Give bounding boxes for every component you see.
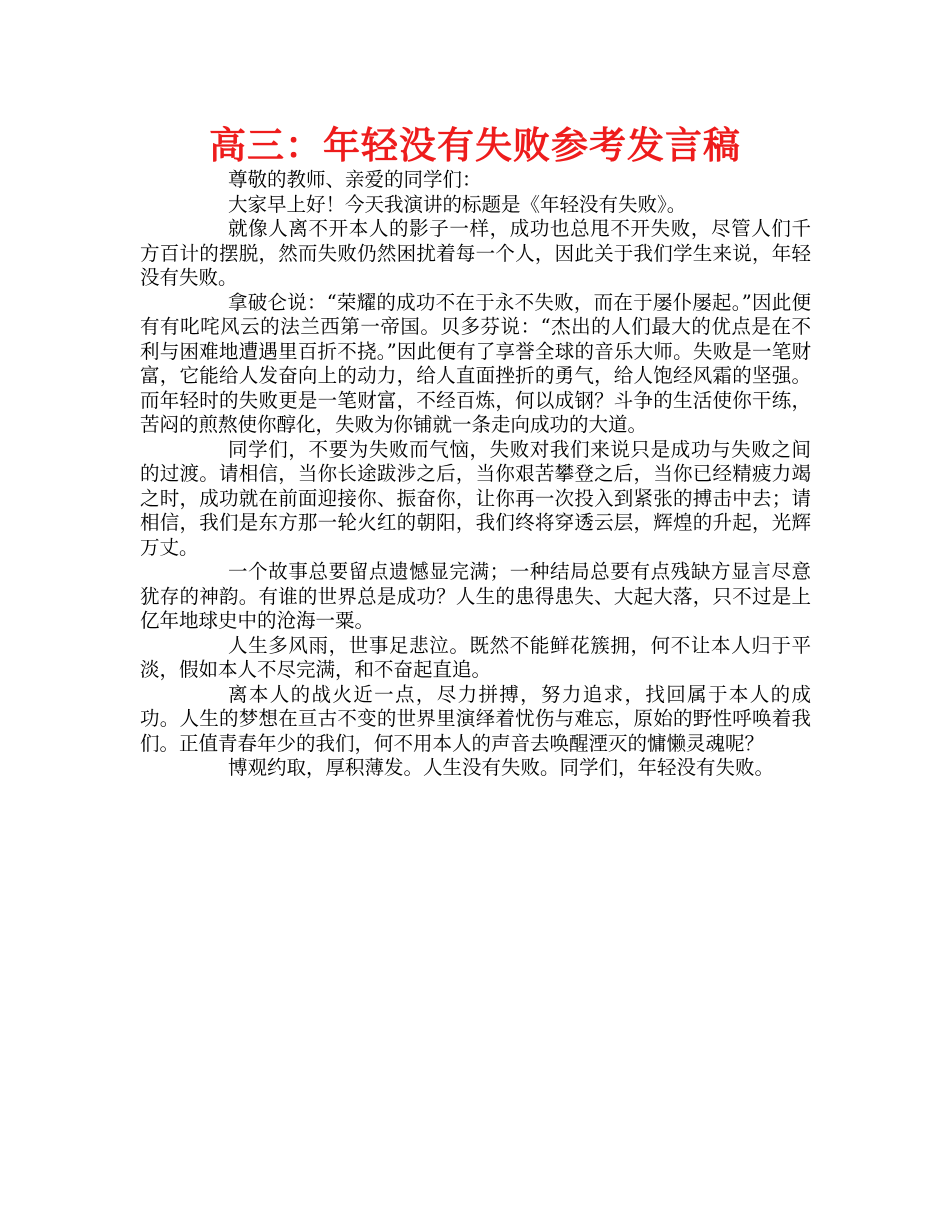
paragraph: 同学们，不要为失败而气恼，失败对我们来说只是成功与失败之间的过渡。请相信，当你长途跋涉之后，当你艰苦攀登之后，当你已经精疲力竭之时，成功就在前面迎接你、振奋你，让你再一次投入到紧张的搏击中去；请相信，我们是东方那一轮火红的朝阳，我们终将穿透云层，辉煌的升起，光辉万丈。 bbox=[140, 437, 811, 559]
paragraph: 拿破仑说：“荣耀的成功不在于永不失败，而在于屡仆屡起。”因此便有有叱咤风云的法兰西第一帝国。贝多芬说：“杰出的人们最大的优点是在不利与困难地遭遇里百折不挠。”因此便有了享誉全球的音乐大师。失败是一笔财富，它能给人发奋向上的动力，给人直面挫折的勇气，给人饱经风霜的坚强。而年轻时的失败更是一笔财富，不经百炼，何以成钢？斗争的生活使你干练，苦闷的煎熬使你醇化，失败为你铺就一条走向成功的大道。 bbox=[140, 290, 811, 436]
paragraph-closing: 博观约取，厚积薄发。人生没有失败。同学们，年轻没有失败。 bbox=[228, 756, 775, 779]
paragraph: 一个故事总要留点遗憾显完满；一种结局总要有点残缺方显言尽意犹存的神韵。有谁的世界总是成功？人生的患得患失、大起大落，只不过是上亿年地球史中的沧海一粟。 bbox=[140, 560, 811, 632]
paragraph: 人生多风雨，世事足悲泣。既然不能鲜花簇拥，何不让本人归于平淡，假如本人不尽完满，和不奋起直追。 bbox=[140, 633, 811, 681]
paragraph: 离本人的战火近一点，尽力拼搏，努力追求，找回属于本人的成功。人生的梦想在亘古不变的世界里演绎着忧伤与难忘，原始的野性呼唤着我们。正值青春年少的我们，何不用本人的声音去唤醒湮灭的慵懒灵魂呢？ bbox=[140, 682, 811, 755]
paragraph-salutation: 尊敬的教师、亲爱的同学们： bbox=[228, 168, 482, 191]
paragraph: 就像人离不开本人的影子一样，成功也总甩不开失败，尽管人们千方百计的摆脱，然而失败仍然困扰着每一个人，因此关于我们学生来说，年轻没有失败。 bbox=[140, 217, 811, 289]
document-title: 高三：年轻没有失败参考发言稿 bbox=[209, 124, 741, 167]
document-body bbox=[140, 168, 811, 781]
paragraph-greeting: 大家早上好！今天我演讲的标题是《年轻没有失败》。 bbox=[228, 192, 687, 216]
